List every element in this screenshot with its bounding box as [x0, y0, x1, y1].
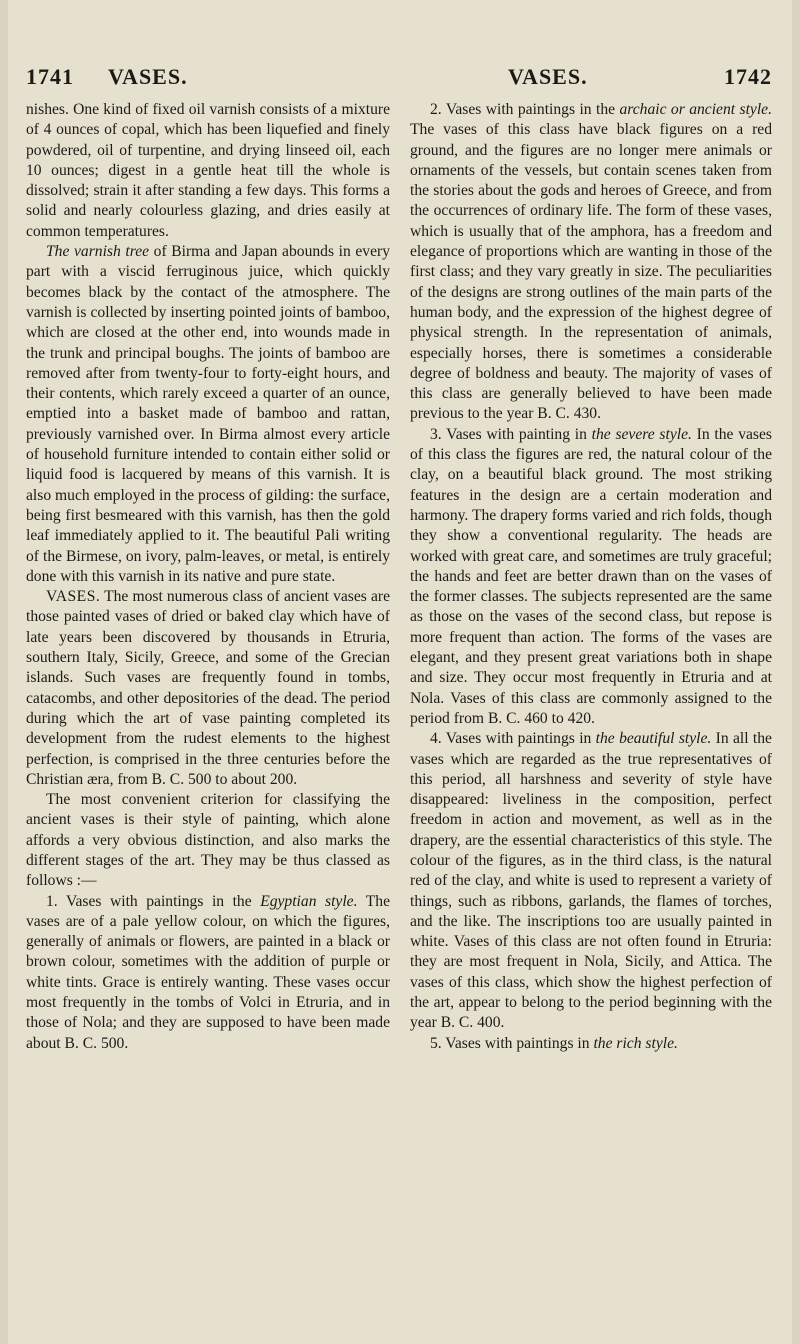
- vases-entry-heading: VASES.: [46, 588, 101, 606]
- class-4-style: the beautiful style.: [595, 730, 712, 748]
- class-2-text: The vases of this class have black figures on a red ground, and the figures are no longer mere animals or ornaments of the vessels, but contain scenes taken from the stories about the gods and heroes of Greece, and from the occurrences of ordinary life. The form of these vases, which is usually that of the amphora, has a freedom and elegance of proportions which are wanting in those of the first class; and they vary greatly in size. The peculiarities of the designs are strong outlines of the main parts of the human body, and the expression of the highest degree of physical strength. In the representation of animals, especially horses, there is sometimes a considerable degree of boldness and beauty. The majority of vases of this class are generally believed to have been made previous to the year B. C. 430.: [410, 121, 772, 423]
- class-5-style: the rich style.: [593, 1034, 678, 1052]
- left-page-header: [26, 64, 386, 94]
- class-4-lead: 4. Vases with paintings in: [430, 730, 592, 748]
- right-page-number: 1742: [724, 64, 772, 89]
- paragraph-varnish-recipe: nishes. One kind of fixed oil varnish consists of a mixture of 4 ounces of copal, which has been liquefied and finely powdered, oil of turpentine, and drying linseed oil, each 10 ounces; digest in a gentle heat till the whole is dissolved; strain it after standing a few days. This forms a solid and nearly colourless glazing, and dries easily at common temperatures.: [26, 101, 390, 240]
- varnish-tree-text: of Birma and Japan abounds in every part with a viscid ferruginous juice, which quickly becomes black by the contact of the atmosphere. The varnish is collected by inserting pointed joints of bamboo, which are closed at the other end, into wounds made in the trunk and principal boughs. The joints of bamboo are removed after from twenty-four to forty-eight hours, and their contents, which rarely exceed a quarter of an ounce, emptied into a basket made of bamboo and rattan, previously varnished over. In Birma almost every article of household furniture intended to contain either solid or liquid food is lacquered by means of this varnish. It is also much employed in the process of gilding: the surface, being first besmeared with this varnish, has then the gold leaf immediately applied to it. The beautiful Pali writing of the Birmese, on ivory, palm-leaves, or metal, is entirely done with this varnish in its native and pure state.: [26, 243, 390, 585]
- class-1-text: The vases are of a pale yellow colour, on which the figures, generally of animals or flowers, are painted in a black or brown colour, sometimes with the addition of purple or white tints. Grace is entirely wanting. These vases occur most frequently in the tombs of Volci in Etruria, and in those of Nola; and they are supposed to have been made about B. C. 500.: [26, 892, 390, 1052]
- varnish-tree-term: The varnish tree: [46, 243, 150, 261]
- class-1-lead: 1. Vases with paintings in the: [46, 892, 252, 910]
- paragraph-class-4: [410, 729, 772, 1033]
- right-page-header: [410, 64, 772, 94]
- paragraph-class-2: [410, 100, 772, 425]
- class-2-lead: 2. Vases with paintings in the: [430, 101, 616, 118]
- left-text-column: [26, 100, 390, 1054]
- vases-intro-text: The most numerous class of ancient vases are those painted vases of dried or baked clay which have of late years been discovered by thousands in Etruria, southern Italy, Sicily, Greece, and some of the Grecian islands. Such vases are frequently found in tombs, catacombs, and other depositories of the dead. The period during which the art of vase painting completed its development from the rudest elements to the highest perfection, is comprised in the three centuries before the Christian æra, from B. C. 500 to about 200.: [26, 588, 390, 788]
- paragraph-class-5: [410, 1034, 772, 1054]
- class-4-text: In all the vases which are regarded as the true representatives of this period, all harshness and severity of style have disappeared: liveliness in the composition, perfect freedom in action and movement, as well as in the drapery, are the essential characteristics of this style. The colour of the figures, as in the third class, is the natural red of the clay, and white is used to represent a variety of things, such as ribbons, garlands, the flames of torches, and the like. The inscriptions too are usually painted in white. Vases of this class are not often found in Etruria: they are most frequent in Nola, Sicily, and Attica. The vases of this class, which show the highest perfection of the art, appear to belong to the period beginning with the year B. C. 400.: [410, 730, 772, 1032]
- class-5-lead: 5. Vases with paintings in: [430, 1034, 590, 1052]
- paragraph-varnish-tree: [26, 242, 390, 587]
- paragraph-class-3: [410, 425, 772, 729]
- left-running-title: VASES.: [108, 64, 188, 89]
- left-page-number: 1741: [26, 64, 74, 89]
- right-running-title: VASES.: [508, 64, 588, 89]
- class-3-lead: 3. Vases with painting in: [430, 425, 587, 443]
- class-3-text: In the vases of this class the figures are red, the natural colour of the clay, on a beautiful black ground. The most striking features in the design are a certain moderation and harmony. The drapery forms varied and rich folds, though they show a conventional regularity. The heads are worked with great care, and sometimes are truly graceful; the hands and feet are better drawn than on the vases of the former classes. The subjects represented are the same as those on the vases of the second class, but repose is more frequent than action. The forms of the vases are elegant, and they present great variations both in shape and size. They occur most frequently in Etruria and at Nola. Vases of this class are commonly assigned to the period from B. C. 460 to 420.: [410, 425, 772, 727]
- class-2-style: archaic or ancient style.: [619, 101, 772, 118]
- class-3-style: the severe style.: [591, 425, 692, 443]
- paragraph-class-1: [26, 892, 390, 1054]
- right-text-column: [410, 100, 772, 1054]
- paragraph-vases-intro: [26, 587, 390, 790]
- class-1-style: Egyptian style.: [260, 892, 358, 910]
- paragraph-classification: The most convenient criterion for classifying the ancient vases is their style of painting, which alone affords a very obvious distinction, and also marks the different stages of the art. They may be thus classed as follows :—: [26, 791, 390, 890]
- book-page: [8, 0, 792, 1344]
